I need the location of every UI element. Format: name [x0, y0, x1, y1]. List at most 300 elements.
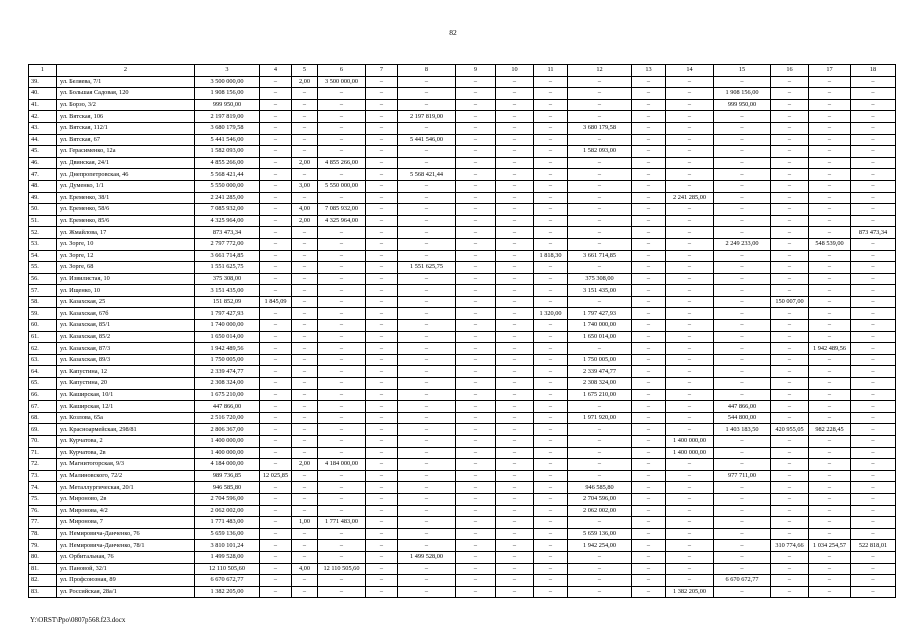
table-row	[29, 169, 896, 181]
value-cell: 6 670 672,77	[714, 575, 771, 587]
value-cell: –	[809, 447, 851, 459]
value-cell: –	[632, 134, 666, 146]
value-cell: –	[666, 320, 714, 332]
value-cell: –	[534, 378, 568, 390]
value-cell: 4,00	[292, 204, 318, 216]
value-cell: –	[292, 378, 318, 390]
address-cell: ул. Еременко, 38/1	[57, 192, 195, 204]
value-cell: –	[632, 88, 666, 100]
value-cell: –	[666, 238, 714, 250]
value-cell: 150 007,00	[771, 296, 809, 308]
address-cell: ул. Каширская, 12/1	[57, 401, 195, 413]
value-cell: –	[534, 436, 568, 448]
value-cell: –	[292, 505, 318, 517]
value-cell: 151 852,09	[195, 296, 260, 308]
value-cell: –	[666, 169, 714, 181]
value-cell: –	[496, 551, 534, 563]
value-cell: 1 675 210,00	[568, 389, 632, 401]
value-cell: 1,00	[292, 517, 318, 529]
value-cell: –	[292, 238, 318, 250]
value-cell: 1 400 000,00	[666, 436, 714, 448]
value-cell: 4 325 964,00	[318, 215, 366, 227]
value-cell: 989 736,85	[195, 470, 260, 482]
address-cell: ул. Казахская, 87/3	[57, 343, 195, 355]
value-cell: –	[292, 331, 318, 343]
value-cell: –	[809, 169, 851, 181]
value-cell: –	[496, 227, 534, 239]
value-cell: –	[456, 343, 496, 355]
value-cell: –	[292, 470, 318, 482]
value-cell: 1 400 000,00	[195, 436, 260, 448]
address-cell: ул. Зорге, 68	[57, 262, 195, 274]
value-cell: –	[534, 88, 568, 100]
value-cell: –	[260, 493, 292, 505]
value-cell: –	[851, 169, 896, 181]
value-cell: –	[666, 204, 714, 216]
value-cell: –	[666, 146, 714, 158]
address-cell: ул. Днепропетровская, 46	[57, 169, 195, 181]
value-cell: 2,00	[292, 76, 318, 88]
value-cell: –	[771, 238, 809, 250]
value-cell: 3 500 000,00	[195, 76, 260, 88]
value-cell: –	[260, 320, 292, 332]
row-number: 53.	[29, 238, 57, 250]
value-cell: –	[260, 540, 292, 552]
row-number: 77.	[29, 517, 57, 529]
value-cell: –	[666, 563, 714, 575]
row-number: 62.	[29, 343, 57, 355]
value-cell: –	[366, 192, 398, 204]
value-cell: –	[771, 204, 809, 216]
value-cell: –	[366, 99, 398, 111]
value-cell: –	[632, 551, 666, 563]
address-cell: ул. Казахская, 89/3	[57, 354, 195, 366]
value-cell: –	[456, 459, 496, 471]
value-cell: –	[496, 250, 534, 262]
value-cell: –	[292, 389, 318, 401]
value-cell: –	[851, 551, 896, 563]
value-cell: –	[318, 169, 366, 181]
value-cell: –	[632, 517, 666, 529]
value-cell: –	[632, 389, 666, 401]
address-cell: ул. Курчатова, 2	[57, 436, 195, 448]
value-cell: –	[260, 227, 292, 239]
value-cell: –	[260, 517, 292, 529]
address-cell: ул. Вятская, 112/1	[57, 122, 195, 134]
value-cell: –	[456, 586, 496, 598]
value-cell: –	[260, 204, 292, 216]
value-cell: –	[809, 366, 851, 378]
value-cell: –	[260, 575, 292, 587]
table-row	[29, 331, 896, 343]
column-header: 16	[771, 65, 809, 77]
value-cell: –	[851, 575, 896, 587]
value-cell: 2 704 596,00	[568, 493, 632, 505]
value-cell: 1 942 489,56	[195, 343, 260, 355]
value-cell: –	[292, 540, 318, 552]
value-cell: –	[456, 493, 496, 505]
value-cell: –	[456, 146, 496, 158]
table-row	[29, 436, 896, 448]
value-cell: –	[568, 296, 632, 308]
value-cell: –	[632, 285, 666, 297]
value-cell: –	[632, 169, 666, 181]
table-row	[29, 262, 896, 274]
value-cell: –	[666, 517, 714, 529]
value-cell: –	[809, 76, 851, 88]
value-cell: –	[366, 447, 398, 459]
value-cell: 2 062 002,00	[568, 505, 632, 517]
value-cell: 1 942 254,00	[568, 540, 632, 552]
value-cell: 12 025,85	[260, 470, 292, 482]
value-cell: –	[714, 447, 771, 459]
value-cell: –	[318, 308, 366, 320]
value-cell: –	[366, 169, 398, 181]
value-cell: –	[496, 296, 534, 308]
value-cell: –	[260, 424, 292, 436]
value-cell: –	[318, 262, 366, 274]
value-cell: 1 650 014,00	[568, 331, 632, 343]
value-cell: 3 661 714,85	[568, 250, 632, 262]
value-cell: –	[809, 227, 851, 239]
row-number: 58.	[29, 296, 57, 308]
value-cell: 946 585,80	[568, 482, 632, 494]
value-cell: –	[496, 505, 534, 517]
value-cell: 1 034 254,57	[809, 540, 851, 552]
address-cell: ул. Казахская, 85/2	[57, 331, 195, 343]
value-cell: –	[851, 273, 896, 285]
value-cell: –	[809, 88, 851, 100]
value-cell: –	[666, 273, 714, 285]
value-cell: 5 550 000,00	[318, 180, 366, 192]
value-cell: –	[292, 262, 318, 274]
value-cell: –	[809, 575, 851, 587]
value-cell: –	[318, 551, 366, 563]
value-cell: –	[260, 343, 292, 355]
value-cell: –	[292, 308, 318, 320]
value-cell: –	[398, 354, 456, 366]
value-cell: –	[318, 436, 366, 448]
value-cell: –	[366, 180, 398, 192]
value-cell: 2 339 474,77	[195, 366, 260, 378]
value-cell: –	[456, 273, 496, 285]
value-cell: 2,00	[292, 459, 318, 471]
value-cell: –	[632, 401, 666, 413]
value-cell: 4 855 266,00	[195, 157, 260, 169]
address-cell: ул. Борзо, 3/2	[57, 99, 195, 111]
value-cell: –	[534, 285, 568, 297]
value-cell: –	[534, 122, 568, 134]
value-cell: –	[496, 134, 534, 146]
value-cell: –	[366, 88, 398, 100]
value-cell: –	[398, 215, 456, 227]
value-cell: –	[534, 192, 568, 204]
value-cell: –	[260, 528, 292, 540]
value-cell: –	[809, 517, 851, 529]
value-cell: –	[771, 273, 809, 285]
value-cell: –	[771, 366, 809, 378]
value-cell: –	[398, 528, 456, 540]
value-cell: –	[534, 586, 568, 598]
value-cell: 6 670 672,77	[195, 575, 260, 587]
value-cell: –	[771, 331, 809, 343]
value-cell: 7 085 932,00	[318, 204, 366, 216]
value-cell: –	[714, 227, 771, 239]
value-cell: –	[568, 111, 632, 123]
value-cell: –	[398, 586, 456, 598]
value-cell: –	[771, 343, 809, 355]
value-cell: –	[666, 378, 714, 390]
value-cell: –	[496, 157, 534, 169]
value-cell: –	[632, 447, 666, 459]
value-cell: –	[771, 146, 809, 158]
value-cell: –	[714, 459, 771, 471]
value-cell: –	[666, 482, 714, 494]
value-cell: –	[456, 412, 496, 424]
value-cell: –	[260, 262, 292, 274]
value-cell: –	[809, 157, 851, 169]
value-cell: –	[666, 493, 714, 505]
value-cell: –	[534, 296, 568, 308]
table-row	[29, 88, 896, 100]
value-cell: –	[714, 157, 771, 169]
value-cell: 999 950,00	[714, 99, 771, 111]
value-cell: –	[366, 401, 398, 413]
table-row	[29, 505, 896, 517]
column-header: 10	[496, 65, 534, 77]
value-cell: 2 197 819,00	[398, 111, 456, 123]
value-cell: –	[714, 436, 771, 448]
value-cell: 1 771 483,00	[195, 517, 260, 529]
value-cell: –	[632, 378, 666, 390]
value-cell: –	[851, 401, 896, 413]
table-row	[29, 111, 896, 123]
value-cell: –	[851, 528, 896, 540]
value-cell: –	[666, 157, 714, 169]
row-number: 82.	[29, 575, 57, 587]
value-cell: –	[496, 401, 534, 413]
value-cell: –	[771, 250, 809, 262]
value-cell: –	[851, 470, 896, 482]
column-header: 13	[632, 65, 666, 77]
value-cell: –	[851, 331, 896, 343]
value-cell: –	[318, 111, 366, 123]
row-number: 79.	[29, 540, 57, 552]
value-cell: –	[292, 111, 318, 123]
value-cell: –	[366, 238, 398, 250]
value-cell: –	[496, 273, 534, 285]
value-cell: –	[366, 540, 398, 552]
value-cell: 1 582 093,00	[568, 146, 632, 158]
value-cell: –	[398, 122, 456, 134]
value-cell: –	[318, 482, 366, 494]
value-cell: 5 441 546,00	[398, 134, 456, 146]
value-cell: –	[714, 296, 771, 308]
value-cell: –	[632, 296, 666, 308]
row-number: 40.	[29, 88, 57, 100]
column-header: 2	[57, 65, 195, 77]
value-cell: –	[496, 389, 534, 401]
value-cell: –	[666, 180, 714, 192]
value-cell: –	[398, 505, 456, 517]
value-cell: –	[318, 88, 366, 100]
value-cell: 3 151 435,00	[195, 285, 260, 297]
value-cell: –	[632, 366, 666, 378]
value-cell: –	[666, 250, 714, 262]
value-cell: –	[398, 331, 456, 343]
value-cell: –	[714, 204, 771, 216]
table-row	[29, 493, 896, 505]
value-cell: –	[496, 180, 534, 192]
value-cell: –	[534, 157, 568, 169]
value-cell: –	[534, 331, 568, 343]
value-cell: –	[534, 470, 568, 482]
column-header: 4	[260, 65, 292, 77]
value-cell: –	[292, 482, 318, 494]
value-cell: –	[398, 575, 456, 587]
value-cell: –	[809, 505, 851, 517]
value-cell: –	[496, 285, 534, 297]
value-cell: –	[496, 482, 534, 494]
value-cell: –	[260, 308, 292, 320]
value-cell: –	[771, 575, 809, 587]
value-cell: –	[260, 76, 292, 88]
value-cell: –	[851, 262, 896, 274]
value-cell: –	[809, 586, 851, 598]
value-cell: 2 308 324,00	[568, 378, 632, 390]
value-cell: –	[398, 285, 456, 297]
value-cell: –	[809, 563, 851, 575]
value-cell: –	[456, 215, 496, 227]
value-cell: 3 680 179,58	[568, 122, 632, 134]
data-table	[28, 64, 896, 598]
value-cell: –	[260, 354, 292, 366]
value-cell: –	[496, 331, 534, 343]
value-cell: –	[260, 378, 292, 390]
value-cell: –	[456, 331, 496, 343]
value-cell: –	[292, 412, 318, 424]
value-cell: –	[771, 493, 809, 505]
value-cell: –	[366, 215, 398, 227]
table-row	[29, 180, 896, 192]
value-cell: –	[714, 482, 771, 494]
value-cell: –	[292, 285, 318, 297]
value-cell: –	[771, 262, 809, 274]
value-cell: –	[318, 493, 366, 505]
value-cell: –	[292, 551, 318, 563]
value-cell: 12 110 505,60	[195, 563, 260, 575]
value-cell: –	[714, 528, 771, 540]
value-cell: –	[632, 122, 666, 134]
value-cell: –	[568, 436, 632, 448]
value-cell: 5 568 421,44	[398, 169, 456, 181]
value-cell: –	[771, 215, 809, 227]
value-cell: –	[456, 180, 496, 192]
value-cell: –	[398, 412, 456, 424]
value-cell: –	[809, 401, 851, 413]
value-cell: –	[632, 540, 666, 552]
value-cell: –	[456, 308, 496, 320]
value-cell: –	[260, 122, 292, 134]
value-cell: –	[456, 482, 496, 494]
value-cell: 1 845,09	[260, 296, 292, 308]
value-cell: –	[851, 192, 896, 204]
value-cell: –	[260, 285, 292, 297]
value-cell: 5 659 136,00	[195, 528, 260, 540]
value-cell: –	[398, 459, 456, 471]
value-cell: 999 950,00	[195, 99, 260, 111]
value-cell: –	[496, 447, 534, 459]
value-cell: 1 320,00	[534, 308, 568, 320]
value-cell: –	[534, 482, 568, 494]
value-cell: –	[714, 285, 771, 297]
value-cell: –	[714, 493, 771, 505]
value-cell: 4 184 000,00	[318, 459, 366, 471]
value-cell: 1 818,30	[534, 250, 568, 262]
value-cell: –	[292, 192, 318, 204]
value-cell: –	[809, 122, 851, 134]
value-cell: 5 568 421,44	[195, 169, 260, 181]
value-cell: –	[632, 575, 666, 587]
address-cell: ул. Малиновского, 72/2	[57, 470, 195, 482]
value-cell: –	[318, 134, 366, 146]
value-cell: –	[809, 111, 851, 123]
address-cell: ул. Зорге, 10	[57, 238, 195, 250]
address-cell: ул. Большая Садовая, 120	[57, 88, 195, 100]
value-cell: –	[260, 459, 292, 471]
address-cell: ул. Пановой, 32/1	[57, 563, 195, 575]
value-cell: –	[534, 540, 568, 552]
value-cell: –	[456, 366, 496, 378]
address-cell: ул. Немировича-Данченко, 76	[57, 528, 195, 540]
value-cell: –	[714, 378, 771, 390]
value-cell: –	[292, 169, 318, 181]
address-cell: ул. Миронова, 4/2	[57, 505, 195, 517]
value-cell: 12 110 505,60	[318, 563, 366, 575]
value-cell: –	[666, 412, 714, 424]
table-row	[29, 563, 896, 575]
value-cell: –	[260, 366, 292, 378]
column-header: 1	[29, 65, 57, 77]
value-cell: –	[771, 285, 809, 297]
value-cell: 2 241 285,00	[666, 192, 714, 204]
value-cell: –	[568, 215, 632, 227]
value-cell: –	[851, 215, 896, 227]
value-cell: 1 750 005,00	[568, 354, 632, 366]
value-cell: –	[809, 470, 851, 482]
value-cell: –	[851, 76, 896, 88]
row-number: 71.	[29, 447, 57, 459]
value-cell: –	[534, 262, 568, 274]
value-cell: 1 582 093,00	[195, 146, 260, 158]
value-cell: 1 400 000,00	[195, 447, 260, 459]
value-cell: –	[292, 401, 318, 413]
value-cell: 4 184 000,00	[195, 459, 260, 471]
value-cell: –	[534, 204, 568, 216]
value-cell: –	[809, 192, 851, 204]
value-cell: –	[851, 180, 896, 192]
table-row	[29, 551, 896, 563]
value-cell: –	[632, 157, 666, 169]
value-cell: –	[851, 285, 896, 297]
address-cell: ул. Жмайлова, 17	[57, 227, 195, 239]
value-cell: –	[714, 122, 771, 134]
value-cell: –	[851, 412, 896, 424]
address-cell: ул. Казахская, 85/1	[57, 320, 195, 332]
value-cell: –	[398, 493, 456, 505]
value-cell: –	[398, 88, 456, 100]
value-cell: –	[456, 528, 496, 540]
